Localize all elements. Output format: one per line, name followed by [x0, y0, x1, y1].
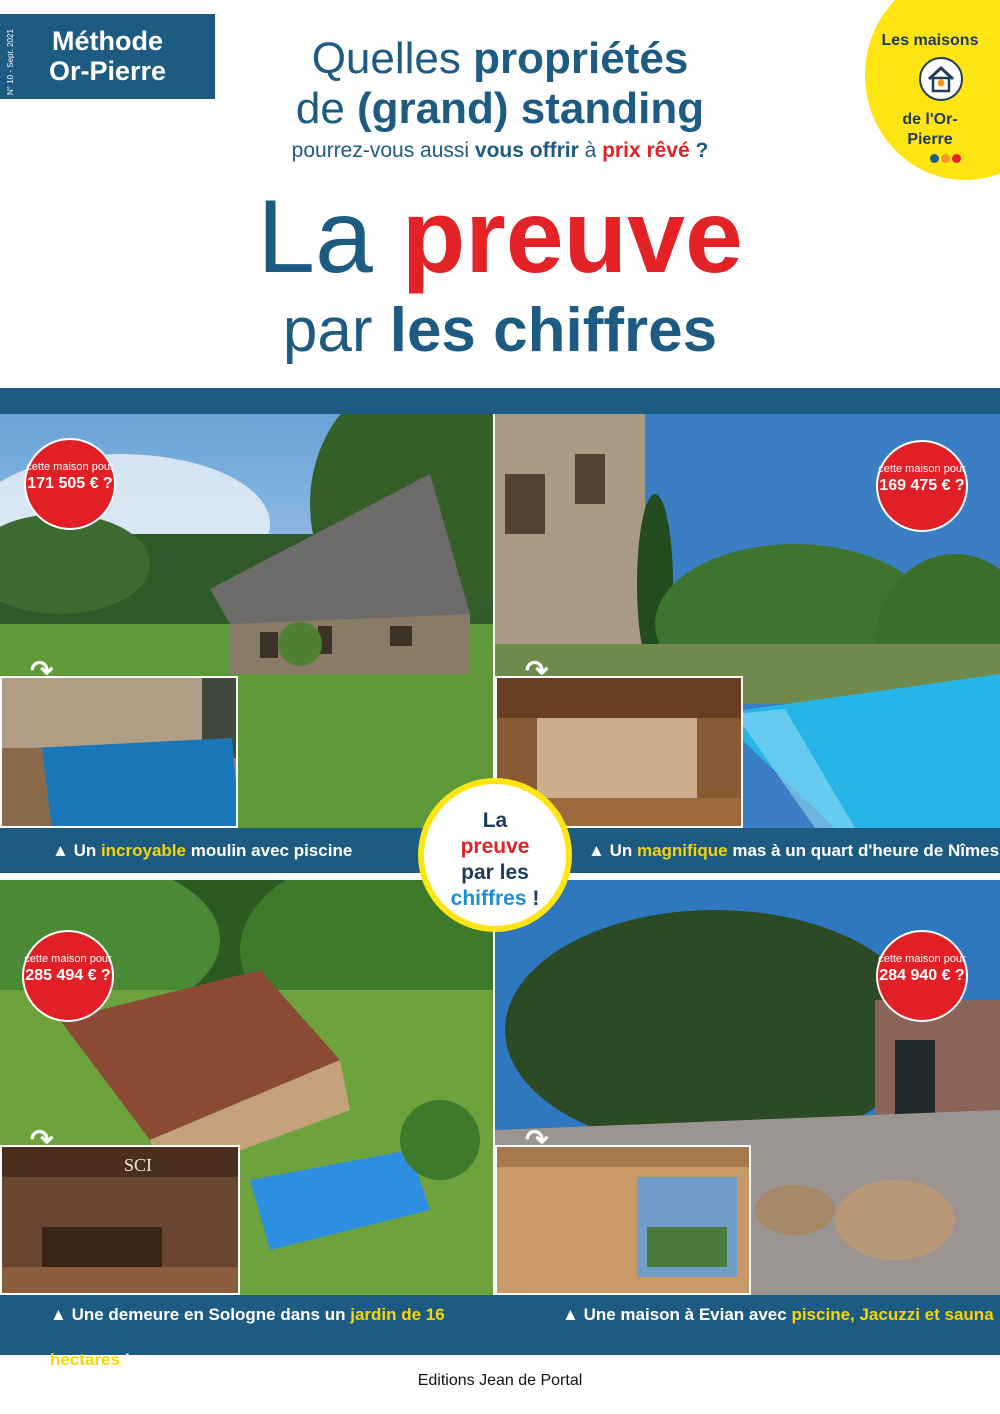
photo-evian-inset-sauna	[495, 1145, 751, 1295]
price-circle	[876, 440, 968, 532]
dot	[941, 154, 950, 163]
price-circle	[876, 930, 968, 1022]
price-badge-3	[22, 930, 114, 1022]
logo-text-bottom-2: Pierre	[907, 131, 953, 148]
main-title-line2	[150, 296, 850, 366]
price-value: 284 940 € ?	[879, 967, 965, 984]
price-value: 169 475 € ?	[879, 477, 965, 494]
center-badge-line: par les	[461, 861, 529, 884]
caption-2	[588, 828, 1000, 873]
triangle-up-icon: ▲	[588, 841, 610, 860]
headline	[220, 34, 780, 164]
center-badge-excl: !	[526, 887, 540, 910]
photo-mill-inset-pool	[0, 676, 238, 828]
caption-text: moulin avec piscine	[190, 841, 353, 860]
headline-bold: (grand) standing	[357, 84, 705, 133]
dot	[952, 154, 961, 163]
headline-subtitle	[220, 138, 780, 164]
logo-dots	[930, 150, 970, 162]
house-icon	[919, 57, 963, 101]
curved-arrow-icon: ↷	[525, 1124, 549, 1155]
curved-arrow-icon: ↷	[30, 655, 54, 686]
subtitle-text: pourrez-vous aussi	[291, 139, 475, 162]
price-circle	[22, 930, 114, 1022]
title-chiffres: les chiffres	[389, 296, 718, 365]
caption-text: mas à un quart d'heure de Nîmes	[727, 841, 1000, 860]
price-badge-4	[876, 930, 968, 1022]
center-proof-badge	[418, 778, 572, 932]
main-title	[150, 179, 850, 366]
headline-bold: propriétés	[473, 34, 689, 83]
method-badge-line2: Or-Pierre	[48, 56, 167, 86]
photo-sologne-inset-salon	[0, 1145, 240, 1295]
headline-line1	[220, 34, 780, 84]
method-badge	[0, 14, 215, 99]
price-label: cette maison pour	[26, 461, 114, 473]
price-badge-1	[24, 438, 116, 530]
caption-text: Une demeure en Sologne dans un	[71, 1305, 351, 1324]
caption-highlight: magnifique	[636, 841, 728, 860]
salon-inset-scene	[2, 1147, 240, 1295]
issue-number: N° 10 - Sept. 2021	[6, 29, 15, 95]
price-value: 285 494 € ?	[25, 967, 111, 984]
subtitle-text: à	[578, 139, 603, 162]
subtitle-red: prix rêvé	[602, 139, 690, 162]
publisher-footer: Editions Jean de Portal	[417, 1372, 583, 1389]
caption-highlight: jardin de 16 hectares	[50, 1305, 445, 1369]
house-icon-svg	[921, 59, 961, 99]
logo-text-bottom	[870, 110, 990, 150]
dot	[930, 154, 939, 163]
caption-3	[50, 1292, 490, 1369]
center-badge-line: La	[482, 809, 508, 832]
price-circle	[24, 438, 116, 530]
headline-text: Quelles	[311, 34, 474, 83]
triangle-up-icon: ▲	[50, 1305, 72, 1324]
center-badge-red: preuve	[460, 835, 530, 858]
inset-sign-text: SCI	[124, 1155, 153, 1175]
caption-text: Une maison à Evian avec	[583, 1305, 792, 1324]
triangle-up-icon: ▲	[562, 1305, 584, 1324]
price-badge-2	[876, 440, 968, 532]
price-label: cette maison pour	[24, 953, 112, 965]
subtitle-end: ?	[689, 139, 709, 162]
caption-1	[52, 828, 422, 873]
headline-line2	[220, 84, 780, 134]
title-preuve: preuve	[401, 179, 743, 295]
caption-text: !	[119, 1350, 131, 1369]
title-la: La	[257, 179, 402, 295]
price-value: 171 505 € ?	[27, 475, 113, 492]
caption-text: Un	[73, 841, 101, 860]
center-badge-blue: chiffres	[450, 887, 527, 910]
triangle-up-icon: ▲	[52, 841, 74, 860]
method-badge-line1: Méthode	[52, 26, 163, 56]
caption-highlight: piscine, Jacuzzi et sauna	[791, 1305, 994, 1324]
sauna-inset-scene	[497, 1147, 751, 1295]
price-label: cette maison pour	[878, 953, 966, 965]
headline-text: de	[295, 84, 358, 133]
title-par: par	[282, 296, 390, 365]
caption-4	[562, 1292, 1000, 1337]
caption-text: Un	[609, 841, 637, 860]
logo-text-bottom-1: de l'Or-	[902, 111, 958, 128]
logo-text-top: Les maisons	[881, 32, 979, 49]
caption-highlight: incroyable	[100, 841, 186, 860]
curved-arrow-icon: ↷	[30, 1124, 54, 1155]
subtitle-bold: vous offrir	[474, 139, 579, 162]
curved-arrow-icon: ↷	[525, 655, 549, 686]
price-label: cette maison pour	[878, 463, 966, 475]
main-title-line1	[150, 179, 850, 295]
separator-band	[0, 388, 1000, 414]
pool-inset-scene	[2, 678, 238, 828]
